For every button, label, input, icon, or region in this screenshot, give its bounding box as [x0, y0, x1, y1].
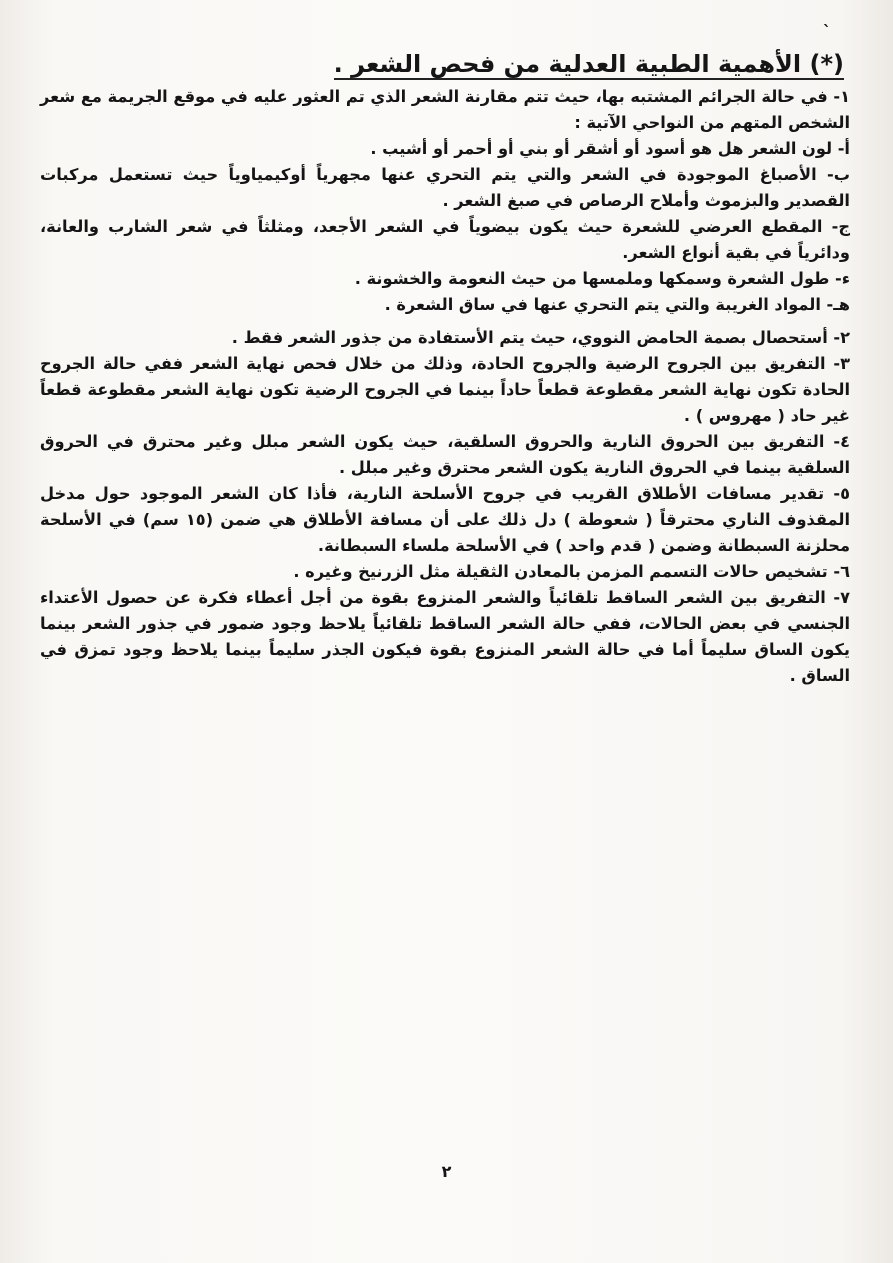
item-6: ٦- تشخيص حالات التسمم المزمن بالمعادن الثقيلة مثل الزرنيخ وغيره . — [293, 562, 850, 581]
item-5: ٥- تقدير مسافات الأطلاق القريب في جروح الأسلحة النارية، فأذا كان الشعر الموجود حول مدخل المقذوف الناري محترقاً ( شعوطة ) دل ذلك على أن مسافة الأطلاق هي ضمن (١٥ سم) في الأسلحة محلزنة السبطانة وضمن ( قدم واحد ) في الأسلحة ملساء السبطانة. — [40, 484, 850, 555]
item-4: ٤- التفريق بين الحروق النارية والحروق السلقية، حيث يكون الشعر مبلل وغير محترق في الحروق السلقية بينما في الحروق النارية يكون الشعر محترق وغير مبلل . — [40, 432, 850, 477]
item-1-sub-a: أ- لون الشعر هل هو أسود أو أشقر أو بني أو أحمر أو أشيب . — [370, 139, 850, 158]
paragraph-gap — [40, 318, 850, 325]
item-2: ٢- أستحصال بصمة الحامض النووي، حيث يتم الأستفادة من جذور الشعر فقط . — [231, 328, 850, 347]
item-1-intro: ١- في حالة الجرائم المشتبه بها، حيث تتم مقارنة الشعر الذي تم العثور عليه في موقع الجريمة مع شعر الشخص المتهم من النواحي الآتية : — [40, 87, 850, 132]
corner-mark: ` — [823, 22, 831, 41]
item-3: ٣- التفريق بين الجروح الرضية والجروح الحادة، وذلك من خلال فحص نهاية الشعر ففي حالة الجروح الحادة تكون نهاية الشعر مقطوعة قطعاً حاداً بينما في الجروح الرضية تكون نهاية الشعر مقطوعة قطعاً غير حاد ( مهروس ) . — [40, 354, 850, 425]
item-1-sub-d: ء- طول الشعرة وسمكها وملمسها من حيث النعومة والخشونة . — [354, 269, 850, 288]
page-title — [40, 44, 844, 84]
page-title-text: (*) الأهمية الطبية العدلية من فحص الشعر . — [333, 50, 844, 78]
page-number: ٢ — [441, 1162, 452, 1181]
item-1-sub-e: هـ- المواد الغريبة والتي يتم التحري عنها في ساق الشعرة . — [384, 295, 850, 314]
document-body — [40, 44, 850, 689]
item-1-sub-b: ب- الأصباغ الموجودة في الشعر والتي يتم التحري عنها مجهرياً أوكيمياوياً حيث تستعمل مركبات القصدير والبزموث وأملاح الرصاص في صبغ الشعر . — [40, 165, 850, 210]
item-7: ٧- التفريق بين الشعر الساقط تلقائياً والشعر المنزوع بقوة من أجل أعطاء فكرة عن حصول الأعتداء الجنسي في بعض الحالات، ففي حالة الشعر الساقط تلقائياً يلاحظ وجود ضمور في جذور الشعر بينما يكون الساق سليماً أما في حالة الشعر المنزوع بقوة فيكون الجذر سليماً بينما يلاحظ وجود تمزق في الساق . — [40, 588, 850, 685]
item-1-sub-c: ج- المقطع العرضي للشعرة حيث يكون بيضوياً في الشعر الأجعد، ومثلثاً في شعر الشارب والعانة، ودائرياً في بقية أنواع الشعر. — [40, 217, 850, 262]
